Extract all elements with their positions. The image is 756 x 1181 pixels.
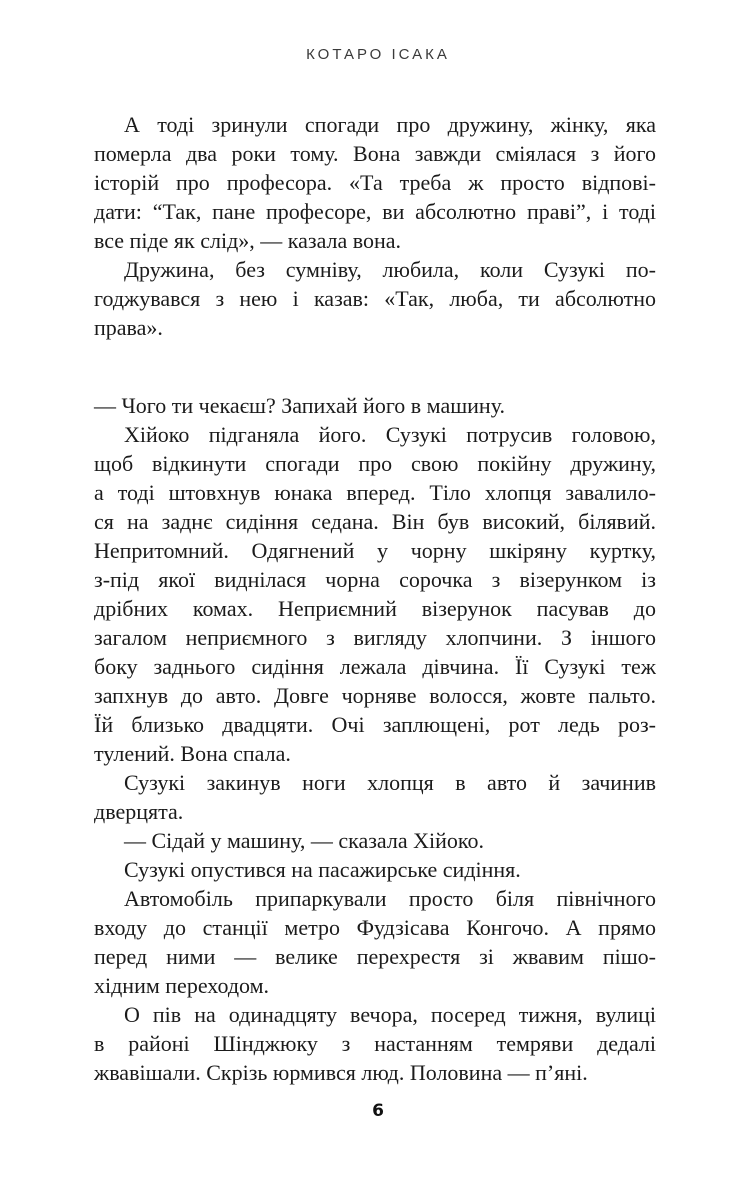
paragraph xyxy=(94,255,656,342)
paragraph xyxy=(94,855,656,884)
text-line: ся на заднє сидіння седана. Він був високий, білявий. xyxy=(94,509,656,534)
text-line: дверцята. xyxy=(94,799,184,824)
page-footer xyxy=(0,1103,756,1120)
text-line: дати: “Так, пане професоре, ви абсолютно праві”, і тоді xyxy=(94,199,656,224)
paragraph xyxy=(94,391,656,420)
paragraph xyxy=(94,884,656,1000)
text-line: хідним переходом. xyxy=(94,973,270,998)
page-number: 6 xyxy=(372,1101,384,1121)
text-line: Хійоко підганяла його. Сузукі потрусив головою, xyxy=(124,422,656,447)
text-line: а тоді штовхнув юнака вперед. Тіло хлопця завалило- xyxy=(94,480,656,505)
text-line: дрібних комах. Неприємний візерунок пасував до xyxy=(94,596,656,621)
paragraph xyxy=(94,1000,656,1087)
paragraph xyxy=(94,826,656,855)
text-line: Дружина, без сумніву, любила, коли Сузукі по- xyxy=(124,257,656,282)
text-line: боку заднього сидіння лежала дівчина. Її Сузукі теж xyxy=(94,654,656,679)
author-running-title: КОТАРО ІСАКА xyxy=(306,46,450,63)
text-line: в районі Шінджюку з настанням темряви дедалі xyxy=(94,1031,656,1056)
text-line: померла два роки тому. Вона завжди сміялася з його xyxy=(94,141,656,166)
text-line: жвавішали. Скрізь юрмився люд. Половина — п’яні. xyxy=(94,1060,588,1085)
text-line: щоб відкинути спогади про свою покійну дружину, xyxy=(94,451,656,476)
text-line: — Чого ти чекаєш? Запихай його в машину. xyxy=(94,393,506,418)
text-line: запхнув до авто. Довге чорняве волосся, жовте пальто. xyxy=(94,683,656,708)
text-line: історій про професора. «Та треба ж просто відпові- xyxy=(94,170,656,195)
paragraph xyxy=(94,110,656,255)
text-line: загалом неприємного з вигляду хлопчини. З іншого xyxy=(94,625,656,650)
paragraph xyxy=(94,768,656,826)
text-line: права». xyxy=(94,315,163,340)
text-line: Сузукі закинув ноги хлопця в авто й зачинив xyxy=(124,770,656,795)
running-header xyxy=(0,46,756,63)
text-line: А тоді зринули спогади про дружину, жінку, яка xyxy=(124,112,656,137)
text-line: Їй близько двадцяти. Очі заплющені, рот ледь роз- xyxy=(94,712,656,737)
paragraph xyxy=(94,420,656,768)
text-line: тулений. Вона спала. xyxy=(94,741,291,766)
text-line: перед ними — велике перехрестя зі жвавим пішо- xyxy=(94,944,656,969)
page-body xyxy=(94,110,656,1087)
text-line: — Сідай у машину, — сказала Хійоко. xyxy=(124,828,484,853)
text-line: з-під якої виднілася чорна сорочка з візерунком із xyxy=(94,567,656,592)
text-line: все піде як слід», — казала вона. xyxy=(94,228,402,253)
text-line: Автомобіль припаркували просто біля північного xyxy=(124,886,656,911)
text-line: О пів на одинадцяту вечора, посеред тижня, вулиці xyxy=(124,1002,656,1027)
text-line: Непритомний. Одягнений у чорну шкіряну куртку, xyxy=(94,538,656,563)
text-line: Сузукі опустився на пасажирське сидіння. xyxy=(124,857,521,882)
text-line: входу до станції метро Фудзісава Конгочо. А прямо xyxy=(94,915,656,940)
text-line: годжувався з нею і казав: «Так, люба, ти абсолютно xyxy=(94,286,656,311)
